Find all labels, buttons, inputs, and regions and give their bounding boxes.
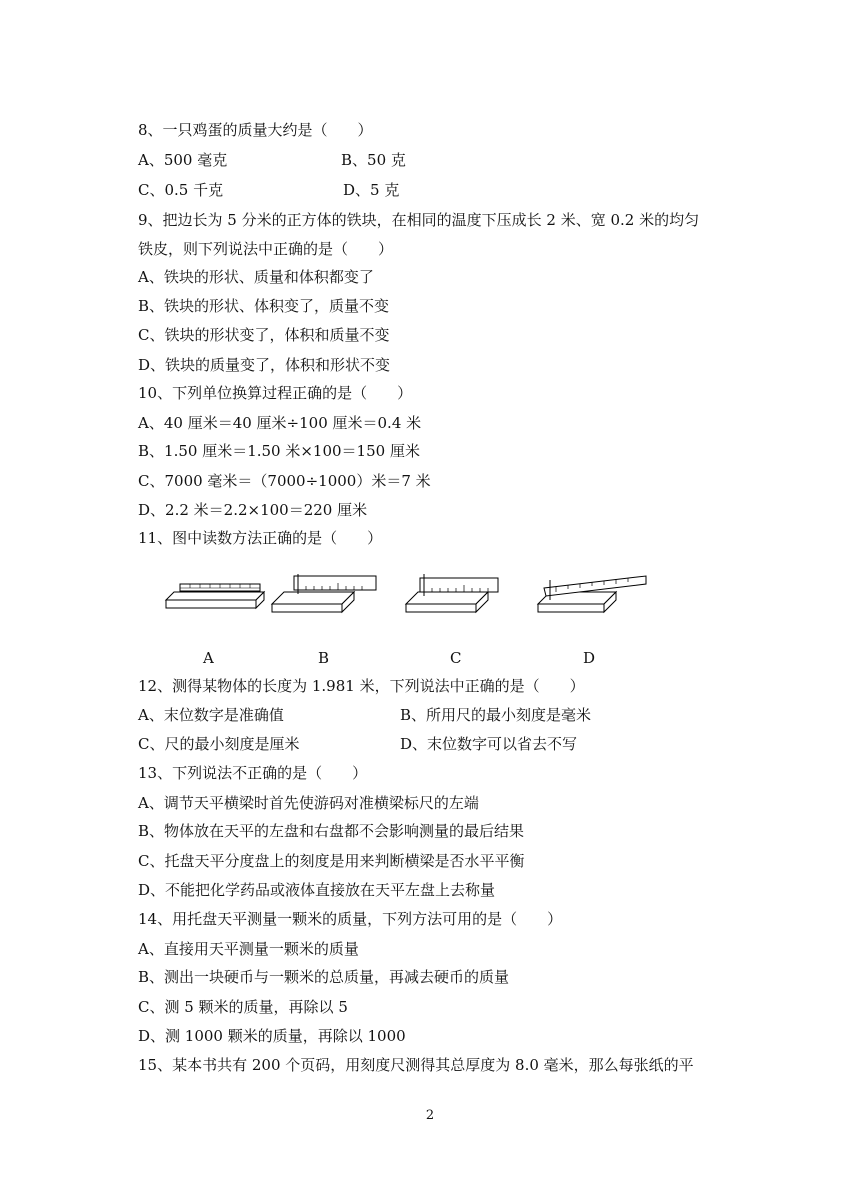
question-10-option-b: B、1.50 厘米＝1.50 米×100＝150 厘米 (138, 442, 420, 460)
question-12-option-b: B、所用尺的最小刻度是毫米 (400, 706, 592, 724)
question-12-option-d: D、末位数字可以省去不写 (400, 735, 578, 753)
question-9-option-b: B、铁块的形状、体积变了，质量不变 (138, 297, 390, 315)
question-8-option-a: A、500 毫克 (138, 151, 228, 169)
ruler-reading-figures (150, 574, 650, 624)
question-14-option-b: B、测出一块硬币与一颗米的总质量，再减去硬币的质量 (138, 968, 510, 986)
question-13-option-d: D、不能把化学药品或液体直接放在天平左盘上去称量 (138, 881, 496, 899)
question-9-option-a: A、铁块的形状、质量和体积都变了 (138, 268, 374, 286)
question-15-stem: 15、某本书共有 200 个页码，用刻度尺测得其总厚度为 8.0 毫米，那么每张纸的平 (138, 1056, 694, 1074)
question-13-option-c: C、托盘天平分度盘上的刻度是用来判断横梁是否水平平衡 (138, 852, 525, 870)
figure-label-c: C (450, 649, 462, 667)
question-8-option-d: D、5 克 (343, 181, 400, 199)
figure-label-a: A (203, 649, 214, 667)
question-10-option-d: D、2.2 米＝2.2×100＝220 厘米 (138, 501, 368, 519)
question-12-option-c: C、尺的最小刻度是厘米 (138, 735, 300, 753)
question-10-option-c: C、7000 毫米＝（7000÷1000）米＝7 米 (138, 472, 431, 490)
ruler-figure-a (160, 574, 270, 619)
question-13-option-b: B、物体放在天平的左盘和右盘都不会影响测量的最后结果 (138, 822, 525, 840)
question-9-option-d: D、铁块的质量变了，体积和形状不变 (138, 356, 391, 374)
question-14-option-d: D、测 1000 颗米的质量，再除以 1000 (138, 1027, 406, 1045)
question-10-option-a: A、40 厘米＝40 厘米÷100 厘米＝0.4 米 (138, 414, 422, 432)
question-12-stem: 12、测得某物体的长度为 1.981 米，下列说法中正确的是（ ） (138, 677, 585, 695)
ruler-figure-d (534, 574, 650, 619)
question-11-stem: 11、图中读数方法正确的是（ ） (138, 529, 383, 547)
figure-label-b: B (318, 649, 330, 667)
question-13-stem: 13、下列说法不正确的是（ ） (138, 764, 368, 782)
question-9-stem-line1: 9、把边长为 5 分米的正方体的铁块，在相同的温度下压成长 2 米、宽 0.2 米的均匀 (138, 211, 700, 229)
ruler-figure-b (268, 574, 378, 619)
question-8-option-c: C、0.5 千克 (138, 181, 224, 199)
question-14-option-a: A、直接用天平测量一颗米的质量 (138, 940, 359, 958)
question-8-stem: 8、一只鸡蛋的质量大约是（ ） (138, 121, 373, 139)
question-8-option-b: B、50 克 (341, 151, 406, 169)
page-number: 2 (425, 1108, 435, 1123)
question-12-option-a: A、末位数字是准确值 (138, 706, 284, 724)
question-13-option-a: A、调节天平横梁时首先使游码对准横梁标尺的左端 (138, 794, 479, 812)
question-10-stem: 10、下列单位换算过程正确的是（ ） (138, 384, 413, 402)
figure-label-d: D (583, 649, 596, 667)
question-9-option-c: C、铁块的形状变了，体积和质量不变 (138, 326, 390, 344)
ruler-figure-c (402, 574, 512, 619)
question-14-stem: 14、用托盘天平测量一颗米的质量，下列方法可用的是（ ） (138, 910, 563, 928)
question-14-option-c: C、测 5 颗米的质量，再除以 5 (138, 998, 348, 1016)
question-9-stem-line2: 铁皮，则下列说法中正确的是（ ） (138, 240, 394, 258)
